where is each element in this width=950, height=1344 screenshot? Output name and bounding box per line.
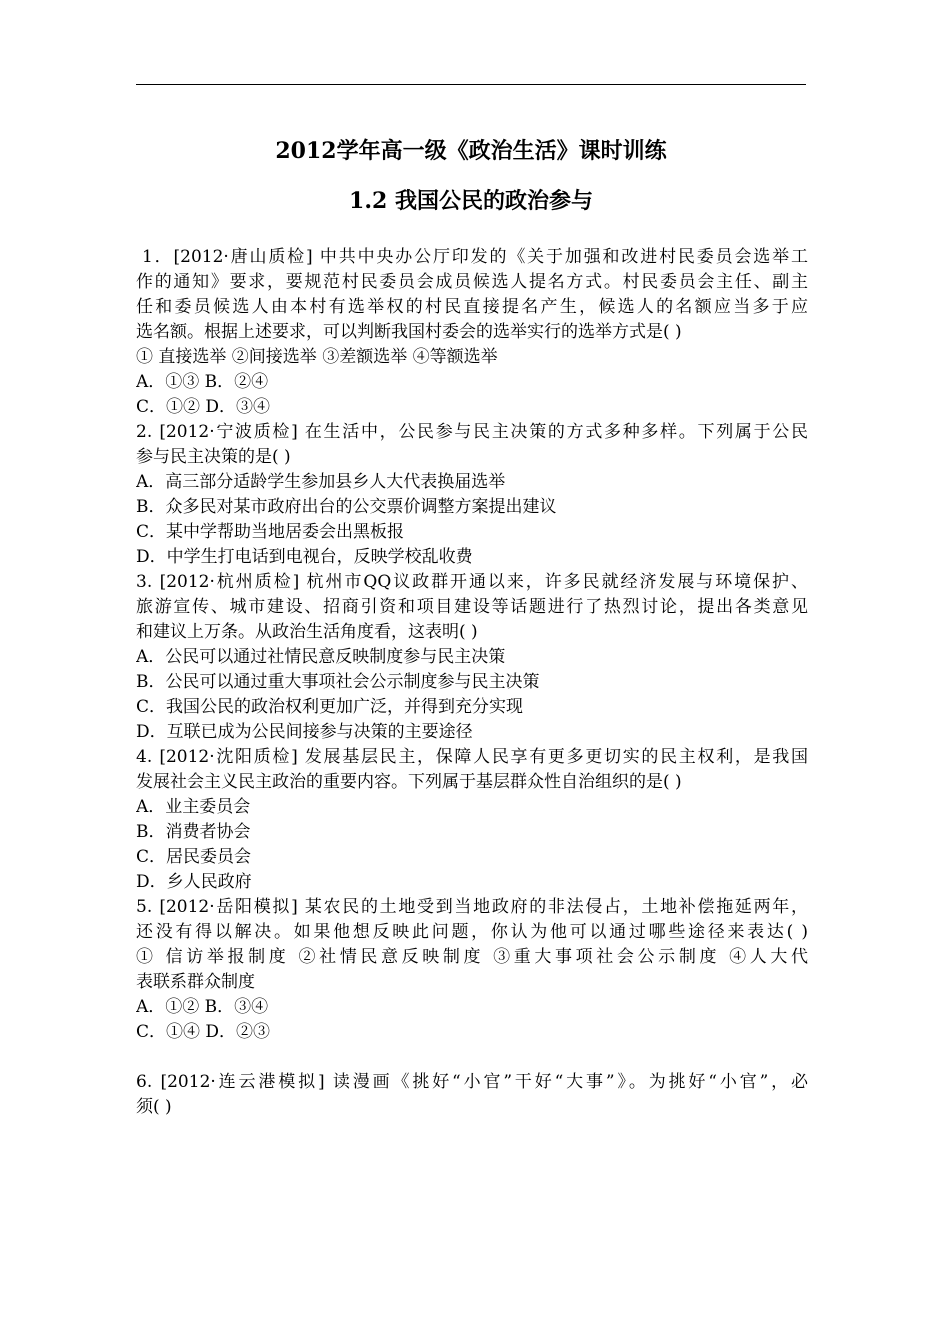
question-3 xyxy=(136,570,808,745)
question-stem-line: 发展社会主义民主政治的重要内容。下列属于基层群众性自治组织的是( ) xyxy=(136,772,682,792)
header-rule xyxy=(136,84,806,85)
answer-option-d: D．乡人民政府 xyxy=(136,872,252,892)
answer-options: C．①④ D．②③ xyxy=(136,1022,271,1042)
question-stem-line: 5. [2012·岳阳模拟] 某农民的土地受到当地政府的非法侵占，土地补偿拖延两年， xyxy=(136,897,808,917)
answer-options: C．①② D．③④ xyxy=(136,397,271,417)
question-stem-line: 任和委员候选人由本村有选举权的村民直接提名产生，候选人的名额应当多于应 xyxy=(136,297,808,317)
question-4 xyxy=(136,745,808,895)
question-stem-line: 2. [2012·宁波质检] 在生活中，公民参与民主决策的方式多种多样。下列属于公民 xyxy=(136,422,808,442)
section-title: 1.2 我国公民的政治参与 xyxy=(349,188,593,214)
statement-options: ① 直接选举 ②间接选举 ③差额选举 ④等额选举 xyxy=(136,347,498,367)
question-stem-line: 旅游宣传、城市建设、招商引资和项目建设等话题进行了热烈讨论，提出各类意见 xyxy=(136,597,808,617)
spacer xyxy=(136,1045,808,1070)
question-stem-line: 作的通知》要求，要规范村民委员会成员候选人提名方式。村民委员会主任、副主 xyxy=(136,272,808,292)
question-5 xyxy=(136,895,808,1045)
question-stem-line: 还没有得以解决。如果他想反映此问题，你认为他可以通过哪些途径来表达( ) xyxy=(136,922,808,942)
answer-option-d: D．中学生打电话到电视台，反映学校乱收费 xyxy=(136,547,473,567)
question-stem-line: 选名额。根据上述要求，可以判断我国村委会的选举实行的选举方式是( ) xyxy=(136,322,682,342)
question-6 xyxy=(136,1070,808,1120)
question-2 xyxy=(136,420,808,570)
question-stem-line: 6. [2012·连云港模拟] 读漫画《挑好“小官”干好“大事”》。为挑好“小官”，必 xyxy=(136,1072,808,1092)
question-stem-line: 4. [2012·沈阳质检] 发展基层民主，保障人民享有更多更切实的民主权利，是我国 xyxy=(136,747,808,767)
question-stem-line: 和建议上万条。从政治生活角度看，这表明( ) xyxy=(136,622,478,642)
answer-option-c: C．某中学帮助当地居委会出黑板报 xyxy=(136,522,405,542)
statement-options: 表联系群众制度 xyxy=(136,972,255,992)
question-stem-line: 参与民主决策的是( ) xyxy=(136,447,291,467)
question-stem-line: 3. [2012·杭州质检] 杭州市QQ议政群开通以来，许多民就经济发展与环境保护、 xyxy=(136,572,808,592)
statement-options: ① 信访举报制度 ②社情民意反映制度 ③重大事项社会公示制度 ④人大代 xyxy=(136,947,808,967)
answer-option-d: D．互联已成为公民间接参与决策的主要途径 xyxy=(136,722,473,742)
question-1 xyxy=(136,245,808,420)
document-title: 2012学年高一级《政治生活》课时训练 xyxy=(275,138,667,164)
answer-option-a: A．公民可以通过社情民意反映制度参与民主决策 xyxy=(136,647,506,667)
answer-option-b: B．消费者协会 xyxy=(136,822,251,842)
answer-option-c: C．我国公民的政治权利更加广泛，并得到充分实现 xyxy=(136,697,524,717)
answer-options: A．①② B．③④ xyxy=(136,997,269,1017)
question-stem-line: 须( ) xyxy=(136,1097,172,1117)
answer-options: A．①③ B．②④ xyxy=(136,372,269,392)
answer-option-a: A．业主委员会 xyxy=(136,797,251,817)
answer-option-c: C．居民委员会 xyxy=(136,847,252,867)
answer-option-b: B．公民可以通过重大事项社会公示制度参与民主决策 xyxy=(136,672,540,692)
answer-option-a: A．高三部分适龄学生参加县乡人大代表换届选举 xyxy=(136,472,506,492)
answer-option-b: B．众多民对某市政府出台的公交票价调整方案提出建议 xyxy=(136,497,557,517)
question-stem-line: 1．[2012·唐山质检] 中共中央办公厅印发的《关于加强和改进村民委员会选举工 xyxy=(142,247,808,267)
question-list xyxy=(136,245,808,1120)
